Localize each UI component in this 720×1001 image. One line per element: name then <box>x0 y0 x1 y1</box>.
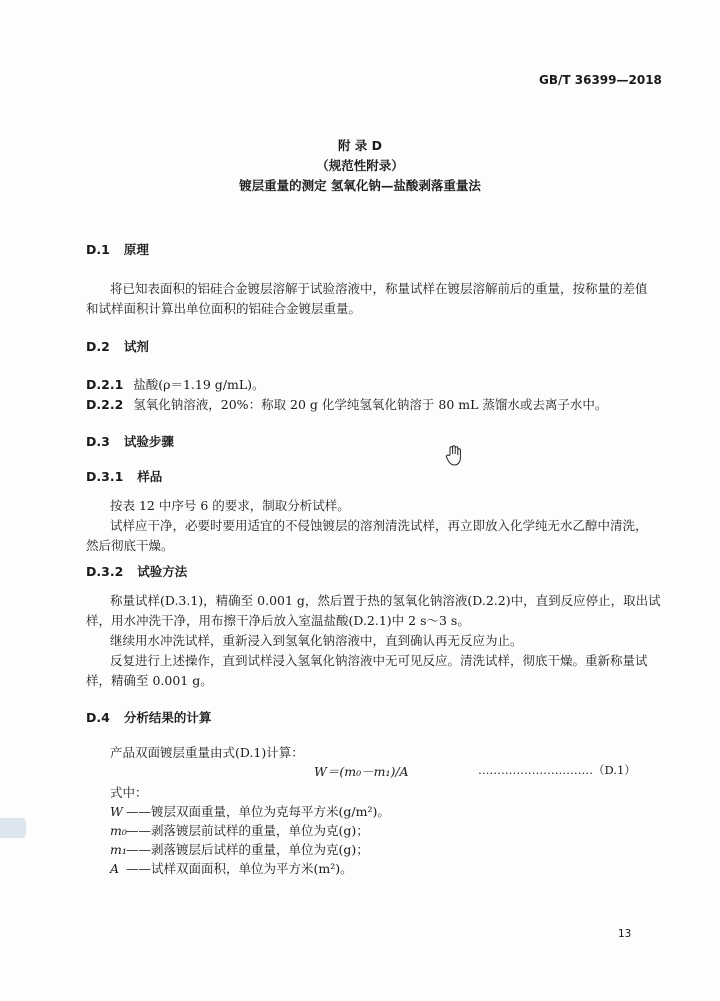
section-number: D.3.2 <box>86 564 124 579</box>
section-number: D.3.1 <box>86 469 124 484</box>
page-number: 13 <box>618 928 632 940</box>
variable-definition <box>110 840 369 858</box>
section-number: D.1 <box>86 242 110 257</box>
variable-definition <box>110 821 369 839</box>
paragraph: 和试样面积计算出单位面积的铝硅合金镀层重量。 <box>86 301 362 316</box>
paragraph: 产品双面镀层重量由式(D.1)计算： <box>110 745 304 760</box>
section-heading-d4 <box>86 708 211 726</box>
variable-description: ——剥落镀层后试样的重量，单位为克(g)； <box>126 842 369 857</box>
variable-symbol: m₁ <box>110 842 127 857</box>
clause-number: D.2.1 <box>86 377 124 392</box>
variable-definition <box>110 859 353 877</box>
section-heading-d2 <box>86 337 149 355</box>
section-title: 试验方法 <box>137 564 188 579</box>
side-tab[interactable] <box>0 818 26 838</box>
paragraph: 样，用水冲洗干净，用布擦干净后放入室温盐酸(D.2.1)中 2 s～3 s。 <box>86 613 470 628</box>
paragraph: 称量试样(D.3.1)，精确至 0.001 g，然后置于热的氢氧化钠溶液(D.2.2)中，直到反应停止，取出试 <box>110 593 661 608</box>
variable-definition <box>110 802 390 820</box>
clause-number: D.2.2 <box>86 397 124 412</box>
paragraph: 将已知表面积的铝硅合金镀层溶解于试验溶液中，称量试样在镀层溶解前后的重量，按称量的差值 <box>110 281 648 296</box>
subsection-heading-d31 <box>86 467 162 485</box>
section-title: 试剂 <box>123 339 149 354</box>
appendix-title: 附 录 D <box>337 138 383 153</box>
section-title: 分析结果的计算 <box>123 710 212 725</box>
section-title: 原理 <box>123 242 149 257</box>
appendix-subtitle: 镀层重量的测定 氢氧化钠—盐酸剥落重量法 <box>239 178 481 193</box>
hand-cursor-icon <box>444 445 464 467</box>
variable-description: ——镀层双面重量，单位为克每平方米(g/m²)。 <box>126 804 390 819</box>
variable-symbol: A <box>110 861 120 876</box>
paragraph: 然后彻底干燥。 <box>86 538 174 553</box>
formula-number: …………………………（D.1） <box>478 763 636 777</box>
variable-description: ——剥落镀层前试样的重量，单位为克(g)； <box>126 823 369 838</box>
formula: W＝(m₀－m₁)/A <box>314 764 409 779</box>
section-heading-d3 <box>86 432 174 450</box>
paragraph: 试样应干净，必要时要用适宜的不侵蚀镀层的溶剂清洗试样，再立即放入化学纯无水乙醇中清洗， <box>110 518 648 533</box>
variable-description: ——试样双面面积，单位为平方米(m²)。 <box>126 861 353 876</box>
section-heading-d1 <box>86 240 149 258</box>
subsection-heading-d32 <box>86 562 187 580</box>
section-number: D.4 <box>86 710 110 725</box>
standard-code: GB/T 36399—2018 <box>539 73 662 87</box>
appendix-type: （规范性附录） <box>316 158 404 173</box>
section-number: D.3 <box>86 434 110 449</box>
clause-d21 <box>86 375 265 393</box>
paragraph: 反复进行上述操作，直到试样浸入氢氧化钠溶液中无可见反应。清洗试样，彻底干燥。重新称量试 <box>110 653 648 668</box>
where-label: 式中： <box>110 785 148 800</box>
clause-d22 <box>86 395 607 413</box>
section-number: D.2 <box>86 339 110 354</box>
clause-text: 氢氧化钠溶液，20%：称取 20 g 化学纯氢氧化钠溶于 80 mL 蒸馏水或去离子水中。 <box>133 397 608 412</box>
section-title: 试验步骤 <box>123 434 174 449</box>
clause-text: 盐酸(ρ＝1.19 g/mL)。 <box>133 377 265 392</box>
section-title: 样品 <box>137 469 163 484</box>
paragraph: 按表 12 中序号 6 的要求，制取分析试样。 <box>110 498 350 513</box>
paragraph: 继续用水冲洗试样，重新浸入到氢氧化钠溶液中，直到确认再无反应为止。 <box>110 633 523 648</box>
paragraph: 样，精确至 0.001 g。 <box>86 673 213 688</box>
variable-symbol: m₀ <box>110 823 127 838</box>
variable-symbol: W <box>110 804 123 819</box>
